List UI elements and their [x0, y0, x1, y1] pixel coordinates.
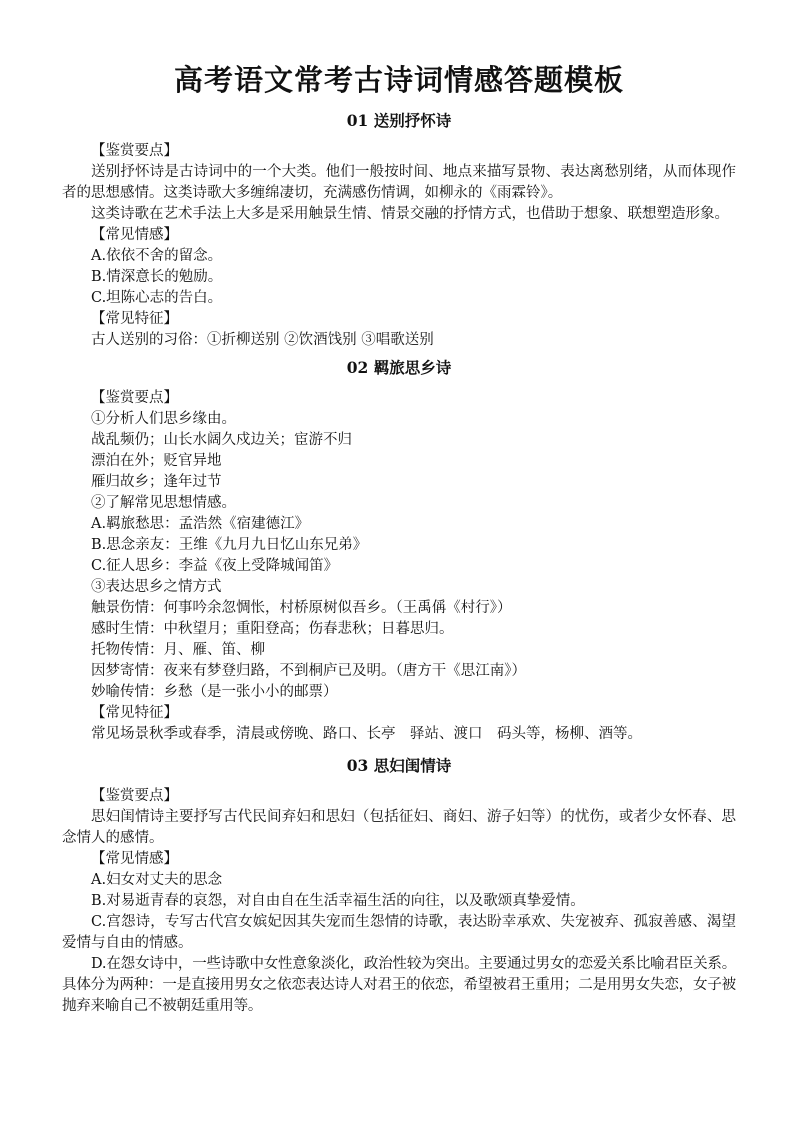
document-title: 高考语文常考古诗词情感答题模板 [173, 63, 624, 97]
list-item: 触景伤情：何事吟余忽惆怅，村桥原树似吾乡。（王禹偁《村行》） [91, 600, 512, 616]
list-item: 雁归故乡；逢年过节 [91, 474, 222, 490]
list-item: C.宫怨诗，专写古代宫女嫔妃因其失宠而生怨情的诗歌，表达盼幸承欢、失宠被弃、孤寂善感、渴望爱情与自由的情感。 [62, 914, 736, 951]
list-item: D.在怨女诗中，一些诗歌中女性意象淡化，政治性较为突出。主要通过男女的恋爱关系比喻君臣关系。具体分为两种：一是直接用男女之依恋表达诗人对君王的依恋，希望被君王重用；二是用男女失恋，女子被抛弃来喻自己不被朝廷重用等。 [62, 956, 736, 1014]
section-farewell [62, 110, 736, 351]
list-item: 妙喻传情：乡愁（是一张小小的邮票） [91, 684, 338, 700]
list-item: B.思念亲友：王维《九月九日忆山东兄弟》 [91, 537, 368, 553]
list-item: 托物传情：月、雁、笛、柳 [91, 642, 265, 658]
list-item: B.对易逝青春的哀怨，对自由自在生活幸福生活的向往，以及歌颂真挚爱情。 [91, 893, 585, 909]
label-appreciation: 【鉴赏要点】 [91, 390, 178, 406]
list-item: A.妇女对丈夫的思念 [91, 872, 223, 888]
list-item: 感时生情：中秋望月；重阳登高；伤春悲秋；日暮思归。 [91, 621, 454, 637]
label-emotion: 【常见情感】 [91, 851, 178, 867]
label-appreciation: 【鉴赏要点】 [91, 143, 178, 159]
list-item: 战乱频仍；山长水阔久戍边关；宦游不归 [91, 432, 352, 448]
feature-text: 古人送别的习俗：①折柳送别 ②饮酒饯别 ③唱歌送别 [91, 332, 434, 348]
section-heading: 03 思妇闺情诗 [346, 756, 452, 775]
list-item: C.坦陈心志的告白。 [91, 290, 223, 306]
list-item: C.征人思乡：李益《夜上受降城闻笛》 [91, 558, 339, 574]
label-feature: 【常见特征】 [91, 705, 178, 721]
list-item: ③表达思乡之情方式 [91, 579, 222, 595]
list-item: 因梦寄情：夜来有梦登归路，不到桐庐已及明。（唐方干《思江南》） [91, 663, 526, 679]
label-emotion: 【常见情感】 [91, 227, 178, 243]
label-feature: 【常见特征】 [91, 311, 178, 327]
list-item: A.依依不舍的留念。 [91, 248, 223, 264]
list-item: ①分析人们思乡缘由。 [91, 411, 236, 427]
list-item: B.情深意长的勉励。 [91, 269, 223, 285]
paragraph: 思妇闺情诗主要抒写古代民间弃妇和思妇（包括征妇、商妇、游子妇等）的忧伤，或者少女怀春、思念情人的感情。 [62, 809, 736, 846]
list-item: A.羁旅愁思：孟浩然《宿建德江》 [91, 516, 310, 532]
section-heading: 01 送别抒怀诗 [346, 111, 452, 130]
paragraph: 送别抒怀诗是古诗词中的一个大类。他们一般按时间、地点来描写景物、表达离愁别绪，从而体现作者的思想感情。这类诗歌大多缠绵凄切，充满感伤情调，如柳永的《雨霖铃》。 [62, 164, 736, 201]
section-homesick [62, 357, 736, 745]
feature-text: 常见场景秋季或春季，清晨或傍晚、路口、长亭 驿站、渡口 码头等，杨柳、酒等。 [91, 726, 642, 742]
section-boudoir [62, 755, 736, 1017]
list-item: 漂泊在外；贬官异地 [91, 453, 222, 469]
list-item: ②了解常见思想情感。 [91, 495, 236, 511]
label-appreciation: 【鉴赏要点】 [91, 788, 178, 804]
section-heading: 02 羁旅思乡诗 [346, 358, 452, 377]
paragraph: 这类诗歌在艺术手法上大多是采用触景生情、情景交融的抒情方式，也借助于想象、联想塑造形象。 [91, 206, 729, 222]
